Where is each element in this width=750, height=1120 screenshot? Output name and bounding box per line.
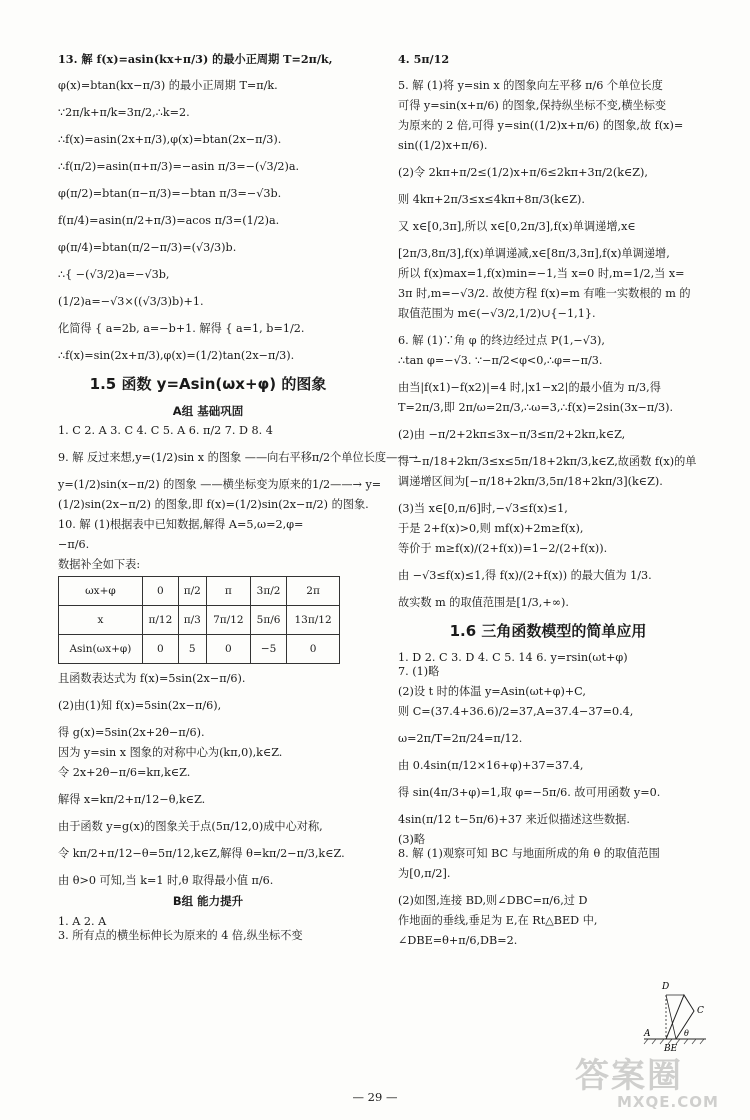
label-d: D bbox=[662, 982, 670, 992]
q10-line-10: 由于函数 y=g(x)的图象关于点(5π/12,0)成中心对称, bbox=[58, 820, 323, 834]
q6-line-7: 调递增区间为[−π/18+2kπ/3,5π/18+2kπ/3](k∈Z). bbox=[398, 475, 663, 488]
table-cell: 0 bbox=[287, 635, 340, 664]
q6-line-3: 由当|f(x1)−f(x2)|=4 时,|x1−x2|的最小值为 π/3,得 bbox=[398, 381, 661, 394]
watermark-title: 答案圈 bbox=[575, 1056, 683, 1096]
group-b-q3: 3. 所有点的横坐标伸长为原来的 4 倍,纵坐标不变 bbox=[58, 928, 303, 942]
q5-line-3: 为原来的 2 倍,可得 y=sin((1/2)x+π/6) 的图象,故 f(x)= bbox=[398, 119, 684, 132]
label-c: C bbox=[697, 1006, 704, 1016]
q10-line-12: 由 θ>0 可知,当 k=1 时,θ 取得最小值 π/6. bbox=[58, 874, 274, 888]
q10-line-8: 令 2x+2θ−π/6=kπ,k∈Z. bbox=[58, 766, 191, 780]
q6-line-6: 得 −π/18+2kπ/3≤x≤5π/18+2kπ/3,k∈Z,故函数 f(x)的单 bbox=[398, 455, 697, 468]
q10-line-5: (2)由(1)知 f(x)=5sin(2x−π/6), bbox=[58, 699, 222, 713]
q13-line-4: ∴f(x)=asin(2x+π/3),φ(x)=btan(2x−π/3). bbox=[58, 133, 282, 146]
q13-line-11: 化简得 { a=2b, a=−b+1. 解得 { a=1, b=1/2. bbox=[58, 322, 305, 335]
table-cell: 0 bbox=[142, 635, 178, 664]
table-cell: 13π/12 bbox=[287, 606, 340, 635]
page-number: — 29 — bbox=[352, 1090, 398, 1104]
q13-line-10: (1/2)a=−√3×((√3/3)b)+1. bbox=[58, 295, 204, 308]
table-cell: 2π bbox=[287, 577, 340, 606]
table-row bbox=[59, 577, 340, 606]
label-be: BE bbox=[664, 1044, 678, 1054]
q6-line-10: 等价于 m≥f(x)/(2+f(x))=1−2/(2+f(x)). bbox=[398, 542, 608, 555]
q13-line-2: φ(x)=btan(kx−π/3) 的最小正周期 T=π/k. bbox=[58, 79, 278, 92]
geometry-figure bbox=[640, 975, 710, 1053]
q10-line-7: 因为 y=sin x 图象的对称中心为(kπ,0),k∈Z. bbox=[58, 746, 283, 760]
q6-line-12: 故实数 m 的取值范围是[1/3,+∞). bbox=[398, 596, 569, 609]
q13-line-3: ∵2π/k+π/k=3π/2,∴k=2. bbox=[58, 106, 190, 119]
table-cell: 7π/12 bbox=[206, 606, 250, 635]
quadrilateral bbox=[666, 995, 694, 1039]
q6-line-5: (2)由 −π/2+2kπ≤3x−π/3≤π/2+2kπ,k∈Z, bbox=[398, 428, 626, 441]
right-column bbox=[398, 52, 698, 948]
q10-line-2: −π/6. bbox=[58, 538, 90, 552]
q6-line-11: 由 −√3≤f(x)≤1,得 f(x)/(2+f(x)) 的最大值为 1/3. bbox=[398, 569, 652, 582]
group-b-answers: 1. A 2. A bbox=[58, 914, 107, 928]
table-cell: x bbox=[59, 606, 143, 635]
section-title-1-6: 1.6 三角函数模型的简单应用 bbox=[449, 622, 647, 640]
group-a-answers: 1. C 2. A 3. C 4. C 5. A 6. π/2 7. D 8. 4 bbox=[58, 424, 273, 438]
q10-line-11: 令 kπ/2+π/12−θ=5π/12,k∈Z,解得 θ=kπ/2−π/3,k∈Z. bbox=[58, 847, 345, 861]
q10-line-3: 数据补全如下表: bbox=[58, 558, 141, 572]
q13-line-1: 13. 解 f(x)=asin(kx+π/3) 的最小正周期 T=2π/k, bbox=[58, 52, 333, 66]
table-cell: 3π/2 bbox=[251, 577, 287, 606]
q5-line-9: 所以 f(x)max=1,f(x)min=−1,当 x=0 时,m=1/2,当 x= bbox=[398, 267, 685, 280]
s16-answers: 1. D 2. C 3. D 4. C 5. 14 6. y=rsin(ωt+φ) bbox=[398, 650, 628, 664]
table-cell: π/2 bbox=[178, 577, 206, 606]
q10-line-4: 且函数表达式为 f(x)=5sin(2x−π/6). bbox=[58, 672, 246, 686]
table-cell: 0 bbox=[206, 635, 250, 664]
q6-line-1: 6. 解 (1)∵角 φ 的终边经过点 P(1,−√3), bbox=[398, 334, 605, 347]
q5-line-11: 取值范围为 m∈(−√3/2,1/2)∪{−1,1}. bbox=[398, 307, 596, 320]
s16-q7-line-7: 4sin(π/12 t−5π/6)+37 来近似描述这些数据. bbox=[398, 812, 630, 826]
s16-q7-line-2: (2)设 t 时的体温 y=Asin(ωt+φ)+C, bbox=[398, 684, 586, 698]
table-cell: Asin(ωx+φ) bbox=[59, 635, 143, 664]
s16-q8-line-1: 8. 解 (1)观察可知 BC 与地面所成的角 θ 的取值范围 bbox=[398, 846, 660, 860]
q13-line-6: φ(π/2)=btan(π−π/3)=−btan π/3=−√3b. bbox=[58, 187, 282, 200]
s16-q7-line-5: 由 0.4sin(π/12×16+φ)+37=37.4, bbox=[398, 758, 584, 772]
table-cell: π/12 bbox=[142, 606, 178, 635]
q9-line-2: y=(1/2)sin(x−π/2) 的图象 ——横坐标变为原来的1/2——→ y= bbox=[58, 478, 382, 492]
q5-line-8: [2π/3,8π/3],f(x)单调递减,x∈[8π/3,3π],f(x)单调递增, bbox=[398, 247, 670, 260]
table-row bbox=[59, 635, 340, 664]
group-a-title: A组 基础巩固 bbox=[172, 403, 244, 418]
q5-line-10: 3π 时,m=−√3/2. 故使方程 f(x)=m 有唯一实数根的 m 的 bbox=[398, 287, 691, 300]
q13-line-5: ∴f(π/2)=asin(π+π/3)=−asin π/3=−(√3/2)a. bbox=[58, 160, 300, 173]
table-row bbox=[59, 606, 340, 635]
label-theta: θ bbox=[684, 1029, 689, 1038]
section-title-1-5: 1.5 函数 y=Asin(ωx+φ) 的图象 bbox=[89, 375, 327, 393]
q13-line-9: ∴{ −(√3/2)a=−√3b, bbox=[58, 268, 170, 281]
table-cell: ωx+φ bbox=[59, 577, 143, 606]
q6-line-2: ∴tan φ=−√3. ∵−π/2<φ<0,∴φ=−π/3. bbox=[398, 354, 603, 367]
table-cell: 0 bbox=[142, 577, 178, 606]
q10-line-1: 10. 解 (1)根据表中已知数据,解得 A=5,ω=2,φ= bbox=[58, 518, 304, 532]
s16-q8-line-5: ∠DBE=θ+π/6,DB=2. bbox=[398, 933, 518, 947]
q5-line-6: 则 4kπ+2π/3≤x≤4kπ+8π/3(k∈Z). bbox=[398, 193, 585, 206]
table-cell: π bbox=[206, 577, 250, 606]
q9-line-1: 9. 解 反过来想,y=(1/2)sin x 的图象 ——向右平移π/2个单位长度——→ bbox=[58, 451, 418, 465]
q6-line-9: 于是 2+f(x)>0,则 mf(x)+2m≥f(x), bbox=[398, 522, 584, 535]
s16-q7-line-4: ω=2π/T=2π/24=π/12. bbox=[398, 731, 523, 745]
s16-q8-line-4: 作地面的垂线,垂足为 E,在 Rt△BED 中, bbox=[398, 913, 598, 927]
watermark-url: MXQE.COM bbox=[617, 1093, 719, 1111]
table-cell: 5 bbox=[178, 635, 206, 664]
q6-line-4: T=2π/3,即 2π/ω=2π/3,∴ω=3,∴f(x)=2sin(3x−π/3). bbox=[398, 401, 674, 414]
s16-q7-line-8: (3)略 bbox=[398, 832, 426, 846]
q6-line-8: (3)当 x∈[0,π/6]时,−√3≤f(x)≤1, bbox=[398, 502, 568, 515]
q4-answer: 4. 5π/12 bbox=[398, 52, 450, 66]
q5-line-1: 5. 解 (1)将 y=sin x 的图象向左平移 π/6 个单位长度 bbox=[398, 79, 663, 92]
values-table bbox=[58, 576, 340, 664]
q5-line-7: 又 x∈[0,3π],所以 x∈[0,2π/3],f(x)单调递增,x∈ bbox=[398, 220, 636, 233]
q5-line-5: (2)令 2kπ+π/2≤(1/2)x+π/6≤2kπ+3π/2(k∈Z), bbox=[398, 166, 648, 179]
watermark bbox=[575, 1055, 745, 1115]
q10-line-6: 得 g(x)=5sin(2x+2θ−π/6). bbox=[58, 726, 205, 740]
table-cell: 5π/6 bbox=[251, 606, 287, 635]
group-b-title: B组 能力提升 bbox=[172, 894, 244, 909]
s16-q8-line-2: 为[0,π/2]. bbox=[398, 866, 451, 880]
table-cell: −5 bbox=[251, 635, 287, 664]
s16-q7-line-1: 7. (1)略 bbox=[398, 664, 440, 678]
s16-q8-line-3: (2)如图,连接 BD,则∠DBC=π/6,过 D bbox=[398, 893, 588, 907]
q13-line-8: φ(π/4)=btan(π/2−π/3)=(√3/3)b. bbox=[58, 241, 237, 254]
s16-q7-line-3: 则 C=(37.4+36.6)/2=37,A=37.4−37=0.4, bbox=[398, 704, 634, 718]
table-cell: π/3 bbox=[178, 606, 206, 635]
q9-line-3: (1/2)sin(2x−π/2) 的图象,即 f(x)=(1/2)sin(2x−π/2) 的图象. bbox=[58, 498, 369, 512]
q5-line-4: sin((1/2)x+π/6). bbox=[398, 139, 488, 152]
q5-line-2: 可得 y=sin(x+π/6) 的图象,保持纵坐标不变,横坐标变 bbox=[398, 99, 667, 112]
s16-q7-line-6: 得 sin(4π/3+φ)=1,取 φ=−5π/6. 故可用函数 y=0. bbox=[398, 785, 661, 799]
q10-line-9: 解得 x=kπ/2+π/12−θ,k∈Z. bbox=[58, 793, 206, 807]
q13-line-7: f(π/4)=asin(π/2+π/3)=acos π/3=(1/2)a. bbox=[58, 214, 280, 227]
label-a: A bbox=[644, 1029, 651, 1039]
q13-line-12: ∴f(x)=sin(2x+π/3),φ(x)=(1/2)tan(2x−π/3). bbox=[58, 349, 295, 362]
